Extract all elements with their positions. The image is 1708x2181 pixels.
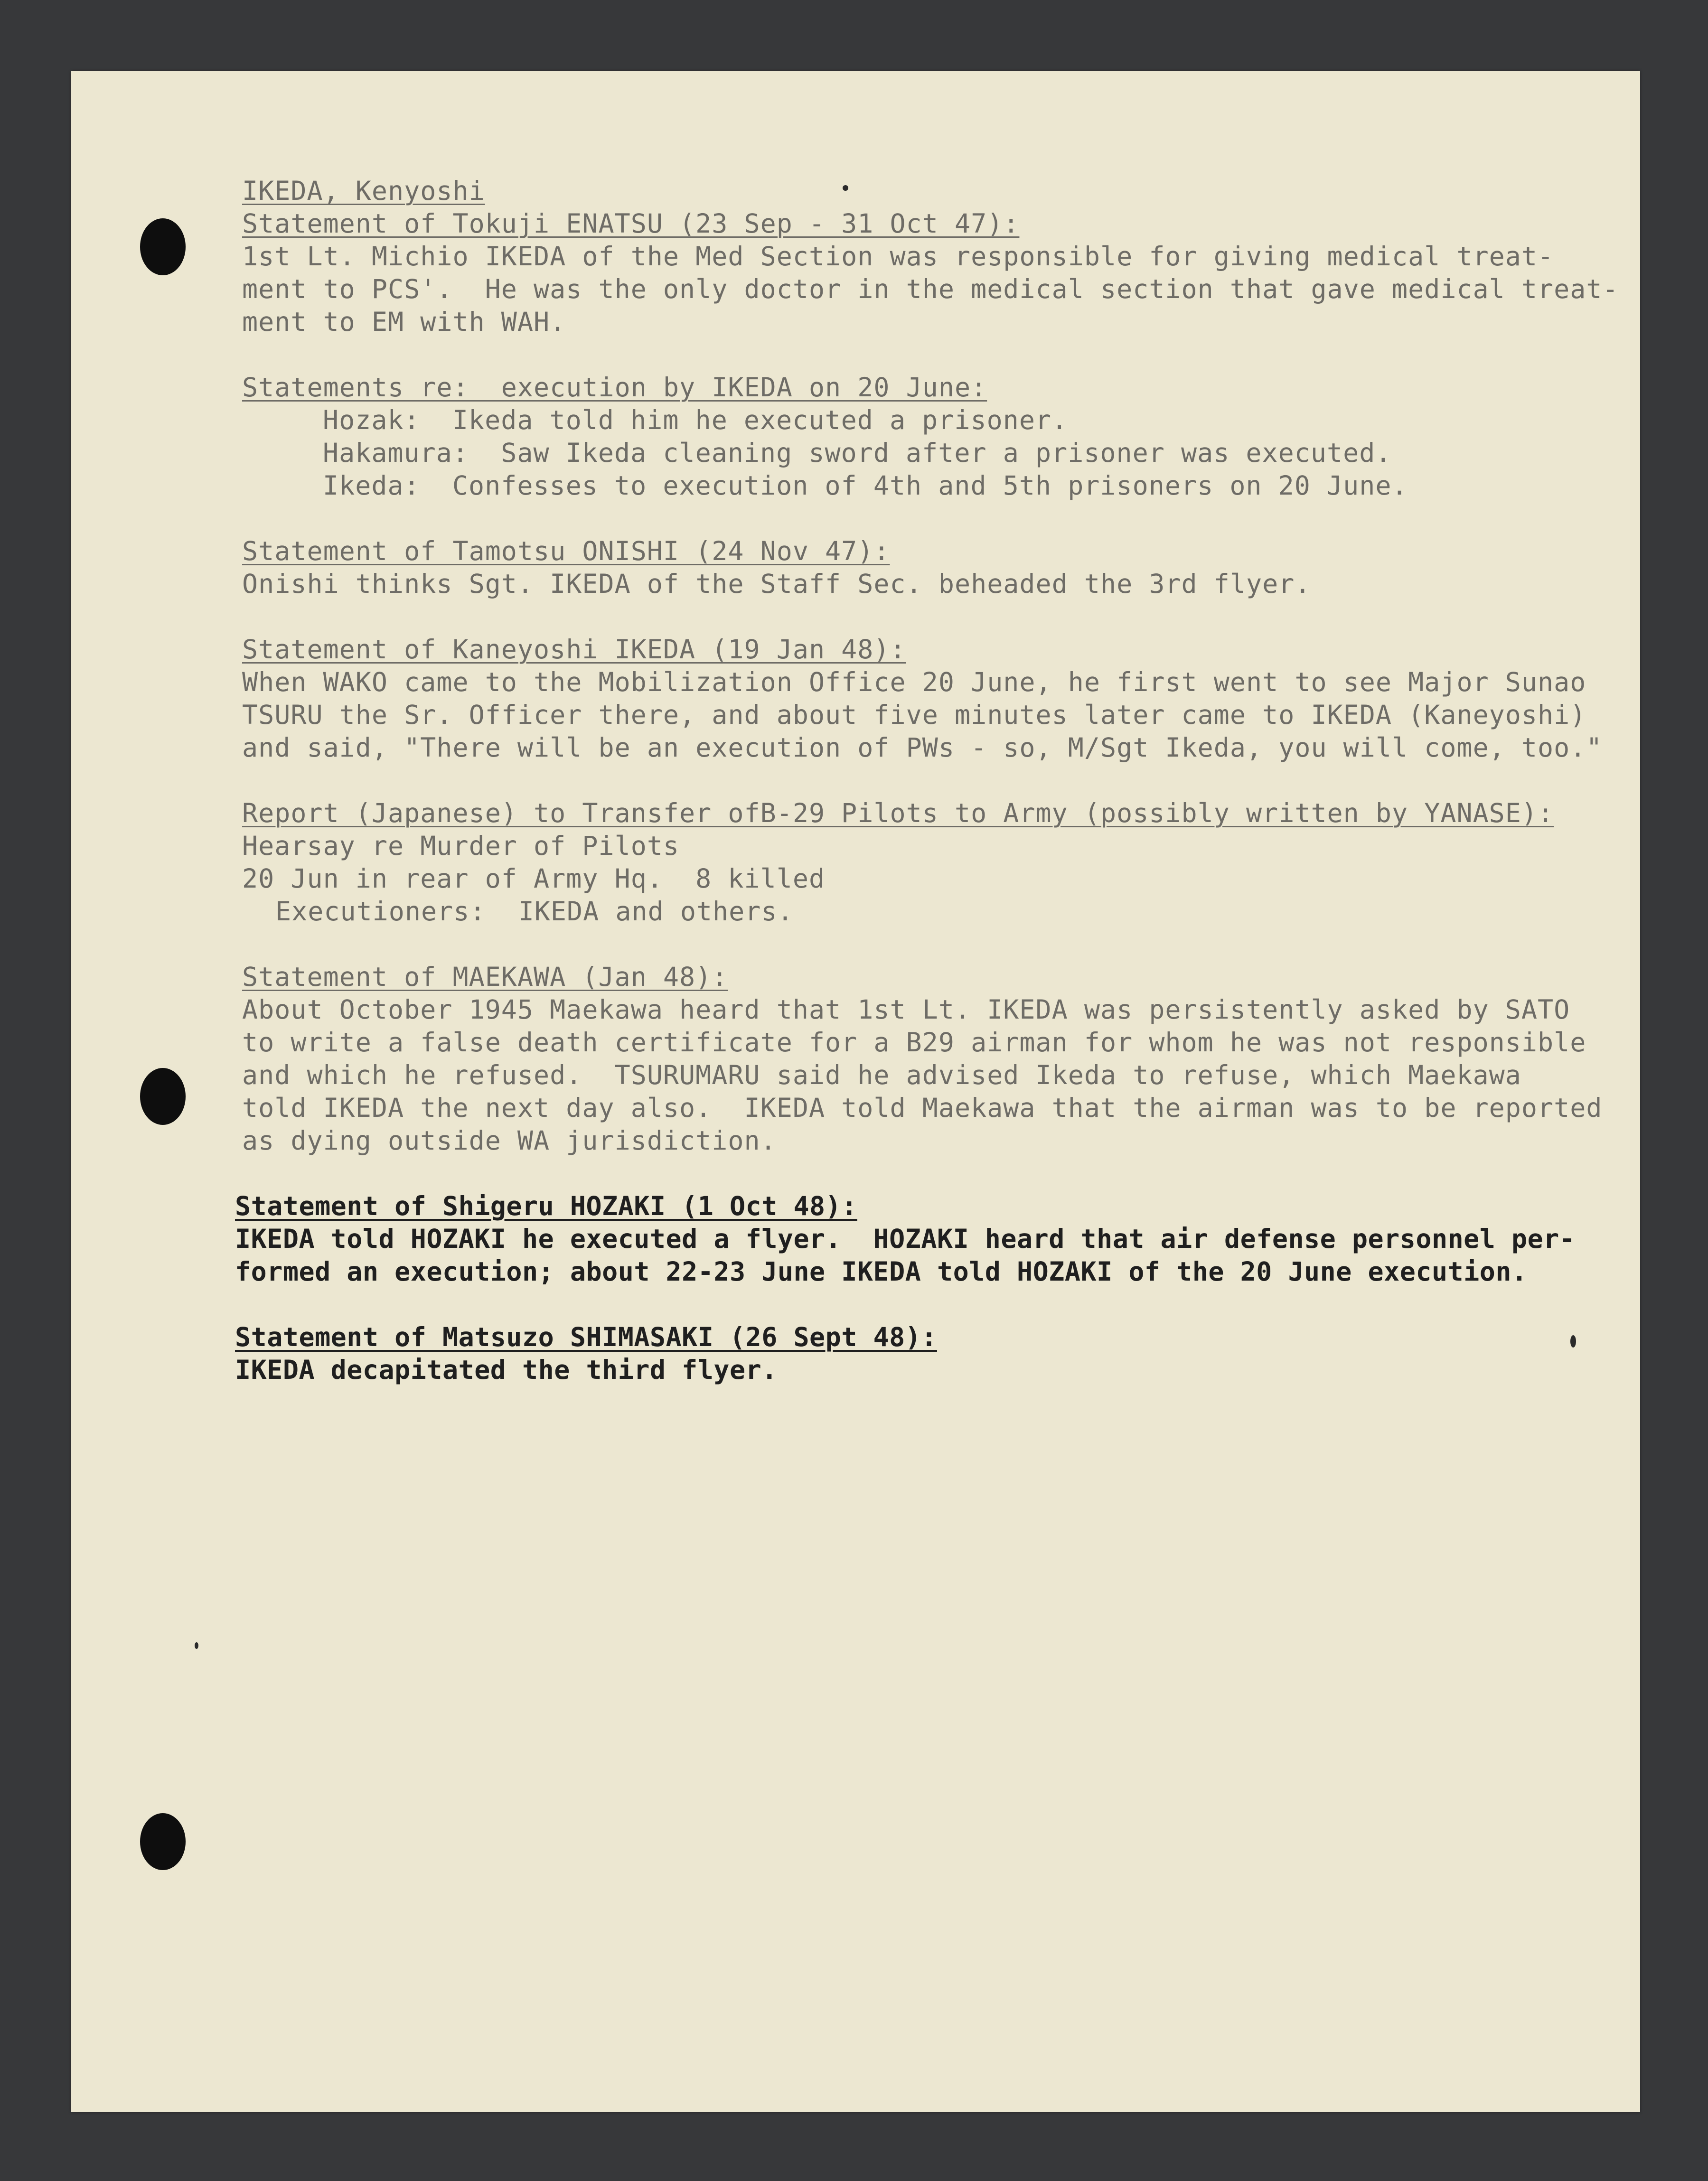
section-line: About October 1945 Maekawa heard that 1st Lt. IKEDA was persistently asked by SATO	[242, 994, 1570, 1025]
section-line: Executioners: IKEDA and others.	[275, 896, 794, 927]
section-line: Ikeda: Confesses to execution of 4th and 5th prisoners on 20 June.	[323, 470, 1408, 501]
dark-typed-block	[235, 1190, 1619, 1386]
section-line: to write a false death certificate for a B29 airman for whom he was not responsible	[242, 1027, 1586, 1058]
section-heading: Statement of MAEKAWA (Jan 48):	[242, 962, 728, 992]
section-line: IKEDA told HOZAKI he executed a flyer. HOZAKI heard that air defense personnel per-	[235, 1224, 1576, 1254]
section-line: Hakamura: Saw Ikeda cleaning sword after a prisoner was executed.	[323, 438, 1392, 468]
section-line: Hozak: Ikeda told him he executed a prisoner.	[323, 405, 1068, 435]
section-line: When WAKO came to the Mobilization Office 20 June, he first went to see Major Sunao	[242, 667, 1586, 697]
section-line: and said, "There will be an execution of PWs - so, M/Sgt Ikeda, you will come, too."	[242, 732, 1603, 763]
section-heading: Statement of Tokuji ENATSU (23 Sep - 31 Oct 47):	[242, 208, 1020, 239]
section-line: Hearsay re Murder of Pilots	[242, 831, 680, 861]
section-line: and which he refused. TSURUMARU said he advised Ikeda to refuse, which Maekawa	[242, 1060, 1521, 1090]
section-heading: Report (Japanese) to Transfer ofB-29 Pilots to Army (possibly written by YANASE):	[242, 798, 1554, 828]
ink-speck	[195, 1642, 198, 1649]
section-line: 1st Lt. Michio IKEDA of the Med Section was responsible for giving medical treat-	[242, 241, 1554, 271]
section-line: told IKEDA the next day also. IKEDA told Maekawa that the airman was to be reported	[242, 1093, 1603, 1123]
section-line: IKEDA decapitated the third flyer.	[235, 1355, 778, 1385]
section-line: TSURU the Sr. Officer there, and about five minutes later came to IKEDA (Kaneyoshi)	[242, 700, 1586, 730]
document-page	[71, 71, 1640, 2112]
section-line: ment to EM with WAH.	[242, 307, 566, 337]
typed-text	[235, 175, 1619, 1386]
section-heading: Statement of Shigeru HOZAKI (1 Oct 48):	[235, 1191, 857, 1221]
punch-hole-bottom	[140, 1813, 186, 1870]
punch-hole-top	[140, 218, 186, 275]
punch-hole-middle	[140, 1068, 186, 1125]
section-heading: Statement of Tamotsu ONISHI (24 Nov 47):	[242, 536, 890, 566]
document-title: IKEDA, Kenyoshi	[242, 176, 485, 206]
section-line: ment to PCS'. He was the only doctor in the medical section that gave medical treat-	[242, 274, 1619, 304]
section-line: as dying outside WA jurisdiction.	[242, 1125, 777, 1156]
section-line: Onishi thinks Sgt. IKEDA of the Staff Sec. beheaded the 3rd flyer.	[242, 569, 1311, 599]
section-heading: Statement of Matsuzo SHIMASAKI (26 Sept 48):	[235, 1322, 937, 1352]
section-heading: Statements re: execution by IKEDA on 20 June:	[242, 372, 987, 403]
section-line: 20 Jun in rear of Army Hq. 8 killed	[242, 863, 826, 894]
section-line: formed an execution; about 22-23 June IKEDA told HOZAKI of the 20 June execution.	[235, 1256, 1528, 1287]
section-heading: Statement of Kaneyoshi IKEDA (19 Jan 48):	[242, 634, 906, 665]
